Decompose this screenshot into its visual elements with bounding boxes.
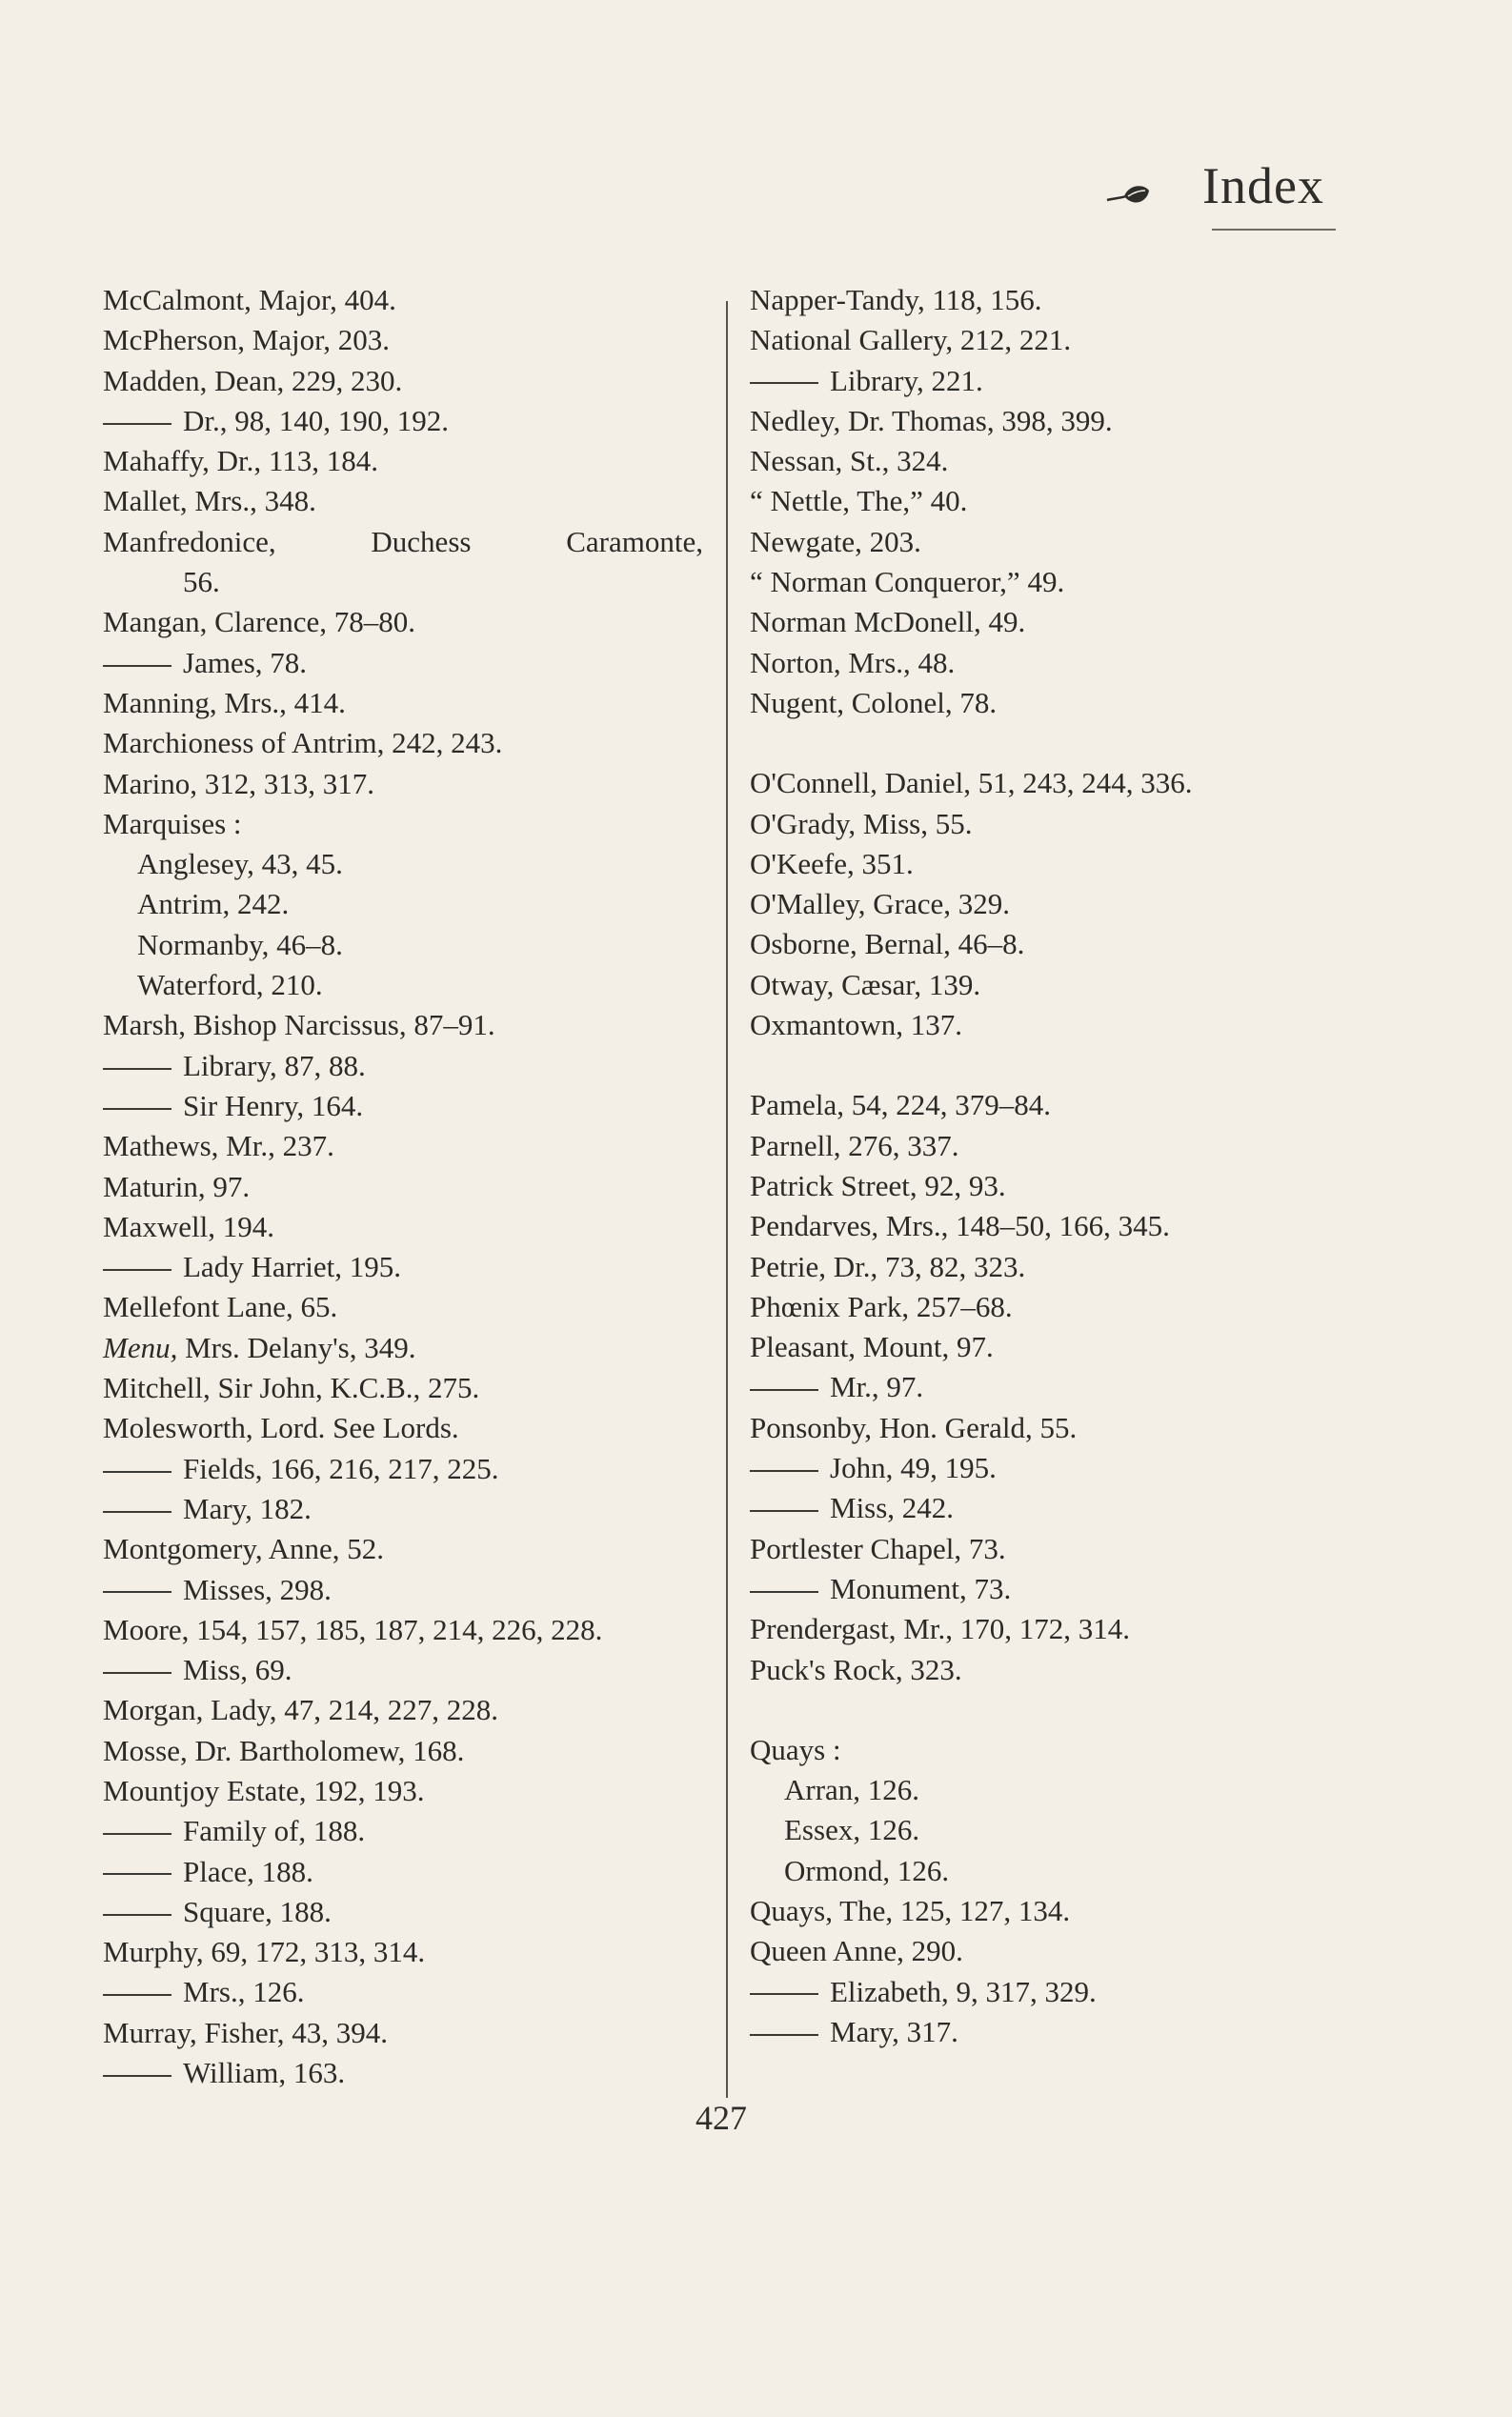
index-entry-text: Mary, 317. — [830, 2014, 958, 2048]
index-entry — [750, 562, 1312, 602]
index-entry-text: Portlester Chapel, 73. — [750, 1531, 1006, 1565]
index-entry — [750, 1488, 1312, 1528]
index-entry-text: Nessan, St., 324. — [750, 444, 949, 478]
index-entry-text: Ponsonby, Hon. Gerald, 55. — [750, 1410, 1078, 1444]
index-entry-text: Puck's Rock, 323. — [750, 1652, 962, 1686]
index-entry-text: McPherson, Major, 203. — [103, 323, 390, 357]
index-entry — [750, 441, 1312, 481]
index-entry-text: Mahaffy, Dr., 113, 184. — [103, 444, 379, 478]
index-entry — [750, 643, 1312, 683]
index-entry — [103, 1287, 713, 1327]
index-entry-text: Parnell, 276, 337. — [750, 1128, 959, 1162]
index-entry — [750, 804, 1312, 844]
index-entry — [103, 1972, 713, 2012]
index-entry — [103, 401, 713, 441]
index-entry — [103, 441, 713, 481]
column-divider — [726, 301, 728, 2098]
index-entry — [750, 361, 1312, 401]
index-entry — [103, 1731, 713, 1771]
index-entry — [750, 1206, 1312, 1246]
index-entry — [750, 1408, 1312, 1448]
index-entry — [750, 1609, 1312, 1649]
index-entry-text: Oxmantown, 137. — [750, 1008, 963, 1042]
index-entry — [103, 1650, 713, 1690]
index-entry-text: Mrs., 126. — [183, 1975, 305, 2009]
index-entry — [750, 320, 1312, 360]
index-entry — [103, 1690, 713, 1730]
index-entry — [103, 361, 713, 401]
index-entry-text: Square, 188. — [183, 1894, 332, 1928]
index-entry-text: Family of, 188. — [183, 1814, 366, 1848]
index-entry-text: Mountjoy Estate, 192, 193. — [103, 1773, 425, 1807]
page-header — [1096, 152, 1339, 231]
index-entry — [750, 683, 1312, 723]
index-entry — [103, 1408, 713, 1448]
index-entry-text: Antrim, 242. — [137, 887, 290, 921]
index-entry-text: Miss, 69. — [183, 1653, 292, 1687]
index-entry — [103, 1811, 713, 1851]
index-entry — [103, 965, 713, 1005]
index-entry — [750, 1730, 1312, 1770]
index-entry-text: Morgan, Lady, 47, 214, 227, 228. — [103, 1693, 499, 1727]
index-entry-text: Mitchell, Sir John, K.C.B., 275. — [103, 1371, 480, 1405]
index-entry-text: John, 49, 195. — [830, 1451, 997, 1485]
index-entry-text: Quays, The, 125, 127, 134. — [750, 1893, 1071, 1927]
index-entry-text: Fields, 166, 216, 217, 225. — [183, 1451, 499, 1485]
index-entry-text: Marquises : — [103, 806, 242, 840]
index-entry-text: Montgomery, Anne, 52. — [103, 1532, 385, 1566]
index-entry-text: Monument, 73. — [830, 1571, 1012, 1605]
index-entry — [103, 320, 713, 360]
index-entry — [750, 2012, 1312, 2052]
index-entry — [103, 1046, 713, 1086]
index-entry — [103, 844, 713, 884]
index-entry-text: Nugent, Colonel, 78. — [750, 685, 998, 719]
index-entry-text: Sir Henry, 164. — [183, 1088, 364, 1122]
index-entry-text: Nedley, Dr. Thomas, 398, 399. — [750, 403, 1113, 437]
index-entry-text: Mallet, Mrs., 348. — [103, 484, 316, 518]
index-entry — [103, 1328, 713, 1368]
index-entry — [750, 1650, 1312, 1690]
index-entry-text: Mellefont Lane, 65. — [103, 1290, 338, 1324]
index-entry-text: Quays : — [750, 1732, 841, 1766]
index-entry-text: Dr., 98, 140, 190, 192. — [183, 403, 449, 437]
page-number: 427 — [696, 2099, 747, 2137]
index-entry — [750, 1931, 1312, 1971]
index-entry — [103, 925, 713, 965]
index-entry-text: Essex, 126. — [784, 1813, 920, 1847]
index-entry-text: Pleasant, Mount, 97. — [750, 1330, 994, 1364]
index-entry-text: Marchioness of Antrim, 242, 243. — [103, 726, 503, 760]
leaf-ornament-icon — [1105, 177, 1153, 215]
index-entry — [750, 401, 1312, 441]
index-entry-text: McCalmont, Major, 404. — [103, 283, 396, 316]
index-entry-text: Place, 188. — [183, 1854, 313, 1888]
index-entry — [750, 1085, 1312, 1125]
index-entry — [750, 924, 1312, 964]
index-entry-text: “ Nettle, The,” 40. — [750, 484, 968, 518]
index-entry — [103, 562, 713, 602]
index-entry-text: Marsh, Bishop Narcissus, 87–91. — [103, 1008, 495, 1042]
index-entry — [103, 1449, 713, 1489]
index-entry — [750, 763, 1312, 803]
index-entry-text: Mathews, Mr., 237. — [103, 1129, 334, 1163]
index-entry — [750, 1327, 1312, 1367]
index-entry — [750, 1851, 1312, 1891]
index-entry-text: O'Grady, Miss, 55. — [750, 806, 973, 840]
index-entry — [750, 1972, 1312, 2012]
index-column-right — [750, 280, 1312, 2052]
index-entry-text: Mary, 182. — [183, 1491, 312, 1525]
index-entry-text: Mosse, Dr. Bartholomew, 168. — [103, 1733, 465, 1767]
index-entry-text: Queen Anne, 290. — [750, 1934, 963, 1968]
index-entry-text: Norton, Mrs., 48. — [750, 645, 956, 679]
index-entry-text: O'Keefe, 351. — [750, 846, 914, 880]
header-rule — [1212, 229, 1336, 231]
index-entry-text: Murphy, 69, 172, 313, 314. — [103, 1935, 426, 1969]
index-entry-text: O'Connell, Daniel, 51, 243, 244, 336. — [750, 766, 1193, 800]
index-entry — [103, 1207, 713, 1247]
index-entry — [103, 1852, 713, 1892]
index-entry-text: Ormond, 126. — [784, 1853, 950, 1887]
index-entry-text: Marino, 312, 313, 317. — [103, 766, 375, 800]
index-entry-text: Arran, 126. — [784, 1773, 920, 1807]
index-entry — [750, 1770, 1312, 1810]
index-entry-text: Newgate, 203. — [750, 524, 921, 558]
index-entry-text: Prendergast, Mr., 170, 172, 314. — [750, 1612, 1130, 1646]
index-entry-text: Murray, Fisher, 43, 394. — [103, 2015, 388, 2049]
index-entry — [103, 2053, 713, 2093]
index-entry-text: Norman McDonell, 49. — [750, 605, 1026, 639]
index-entry — [750, 1569, 1312, 1609]
index-entry-text: Misses, 298. — [183, 1572, 332, 1606]
index-entry-text: National Gallery, 212, 221. — [750, 323, 1072, 357]
index-entry — [750, 1166, 1312, 1206]
index-entry — [103, 683, 713, 723]
index-entry-text: Mr., 97. — [830, 1370, 924, 1404]
index-entry — [103, 522, 703, 562]
index-entry-text: O'Malley, Grace, 329. — [750, 887, 1011, 921]
index-entry-text: Otway, Cæsar, 139. — [750, 967, 981, 1001]
index-entry — [750, 1287, 1312, 1327]
index-entry-italic: Menu, — [103, 1330, 178, 1364]
index-entry — [103, 1771, 713, 1811]
index-entry-text: Petrie, Dr., 73, 82, 323. — [750, 1249, 1026, 1283]
index-entry — [103, 1892, 713, 1932]
index-entry-text: Waterford, 210. — [137, 968, 323, 1002]
index-entry-text: Lady Harriet, 195. — [183, 1250, 401, 1284]
index-entry-text: Elizabeth, 9, 317, 329. — [830, 1974, 1097, 2008]
index-entry-text: 56. — [183, 565, 220, 599]
index-entry-text: Mangan, Clarence, 78–80. — [103, 605, 415, 639]
index-entry — [750, 1891, 1312, 1931]
index-entry — [103, 1932, 713, 1972]
index-entry — [103, 1570, 713, 1610]
index-entry — [103, 1126, 713, 1166]
index-entry — [103, 643, 713, 683]
index-entry — [103, 723, 713, 763]
index-entry-text: Osborne, Bernal, 46–8. — [750, 927, 1025, 961]
index-entry — [750, 1448, 1312, 1488]
index-entry — [103, 481, 713, 521]
index-entry — [103, 884, 713, 924]
index-entry — [750, 280, 1312, 320]
index-entry — [103, 602, 713, 642]
index-entry — [103, 764, 713, 804]
index-entry-text: Normanby, 46–8. — [137, 927, 343, 961]
index-entry-text: Library, 87, 88. — [183, 1048, 366, 1082]
index-entry-text: Maturin, 97. — [103, 1169, 251, 1203]
index-entry-text: Napper-Tandy, 118, 156. — [750, 283, 1042, 316]
index-entry-text: Pamela, 54, 224, 379–84. — [750, 1088, 1051, 1122]
index-entry-text: Miss, 242. — [830, 1491, 955, 1525]
index-entry-text: Mrs. Delany's, 349. — [185, 1330, 416, 1364]
index-entry-text: Manfredonice, Duchess Caramonte, — [103, 524, 703, 558]
index-entry — [103, 1489, 713, 1529]
index-entry — [103, 1610, 713, 1650]
index-entry-text: Phœnix Park, 257–68. — [750, 1289, 1013, 1323]
index-entry — [750, 884, 1312, 924]
index-entry — [103, 804, 713, 844]
index-entry-text: James, 78. — [183, 645, 308, 679]
index-entry — [750, 965, 1312, 1005]
index-entry — [103, 1368, 713, 1408]
index-entry — [103, 1167, 713, 1207]
index-entry — [750, 1247, 1312, 1287]
index-entry-text: Manning, Mrs., 414. — [103, 685, 346, 719]
page-title: Index — [1202, 157, 1324, 214]
index-entry — [750, 602, 1312, 642]
index-entry-text: Madden, Dean, 229, 230. — [103, 363, 403, 397]
index-entry — [750, 481, 1312, 521]
index-entry — [103, 2013, 713, 2053]
index-entry — [750, 1126, 1312, 1166]
index-entry — [750, 1367, 1312, 1407]
index-entry-text: Pendarves, Mrs., 148–50, 166, 345. — [750, 1209, 1170, 1243]
index-entry — [103, 1247, 713, 1287]
index-entry-text: “ Norman Conqueror,” 49. — [750, 565, 1065, 599]
index-column-left — [103, 280, 713, 2093]
index-entry-text: Molesworth, Lord. See Lords. — [103, 1411, 459, 1445]
index-entry-text: William, 163. — [183, 2056, 346, 2090]
index-entry — [103, 1005, 713, 1045]
index-entry-text: Patrick Street, 92, 93. — [750, 1168, 1006, 1202]
index-entry-text: Library, 221. — [830, 363, 983, 397]
index-entry — [750, 1529, 1312, 1569]
index-entry — [750, 522, 1312, 562]
index-entry — [750, 844, 1312, 884]
index-entry — [103, 1529, 713, 1569]
index-entry — [750, 1005, 1312, 1045]
index-entry — [103, 1086, 713, 1126]
index-entry-text: Anglesey, 43, 45. — [137, 847, 343, 881]
index-entry — [750, 1810, 1312, 1850]
index-entry-text: Moore, 154, 157, 185, 187, 214, 226, 228. — [103, 1612, 603, 1646]
index-entry — [103, 280, 713, 320]
index-entry-text: Maxwell, 194. — [103, 1209, 274, 1243]
